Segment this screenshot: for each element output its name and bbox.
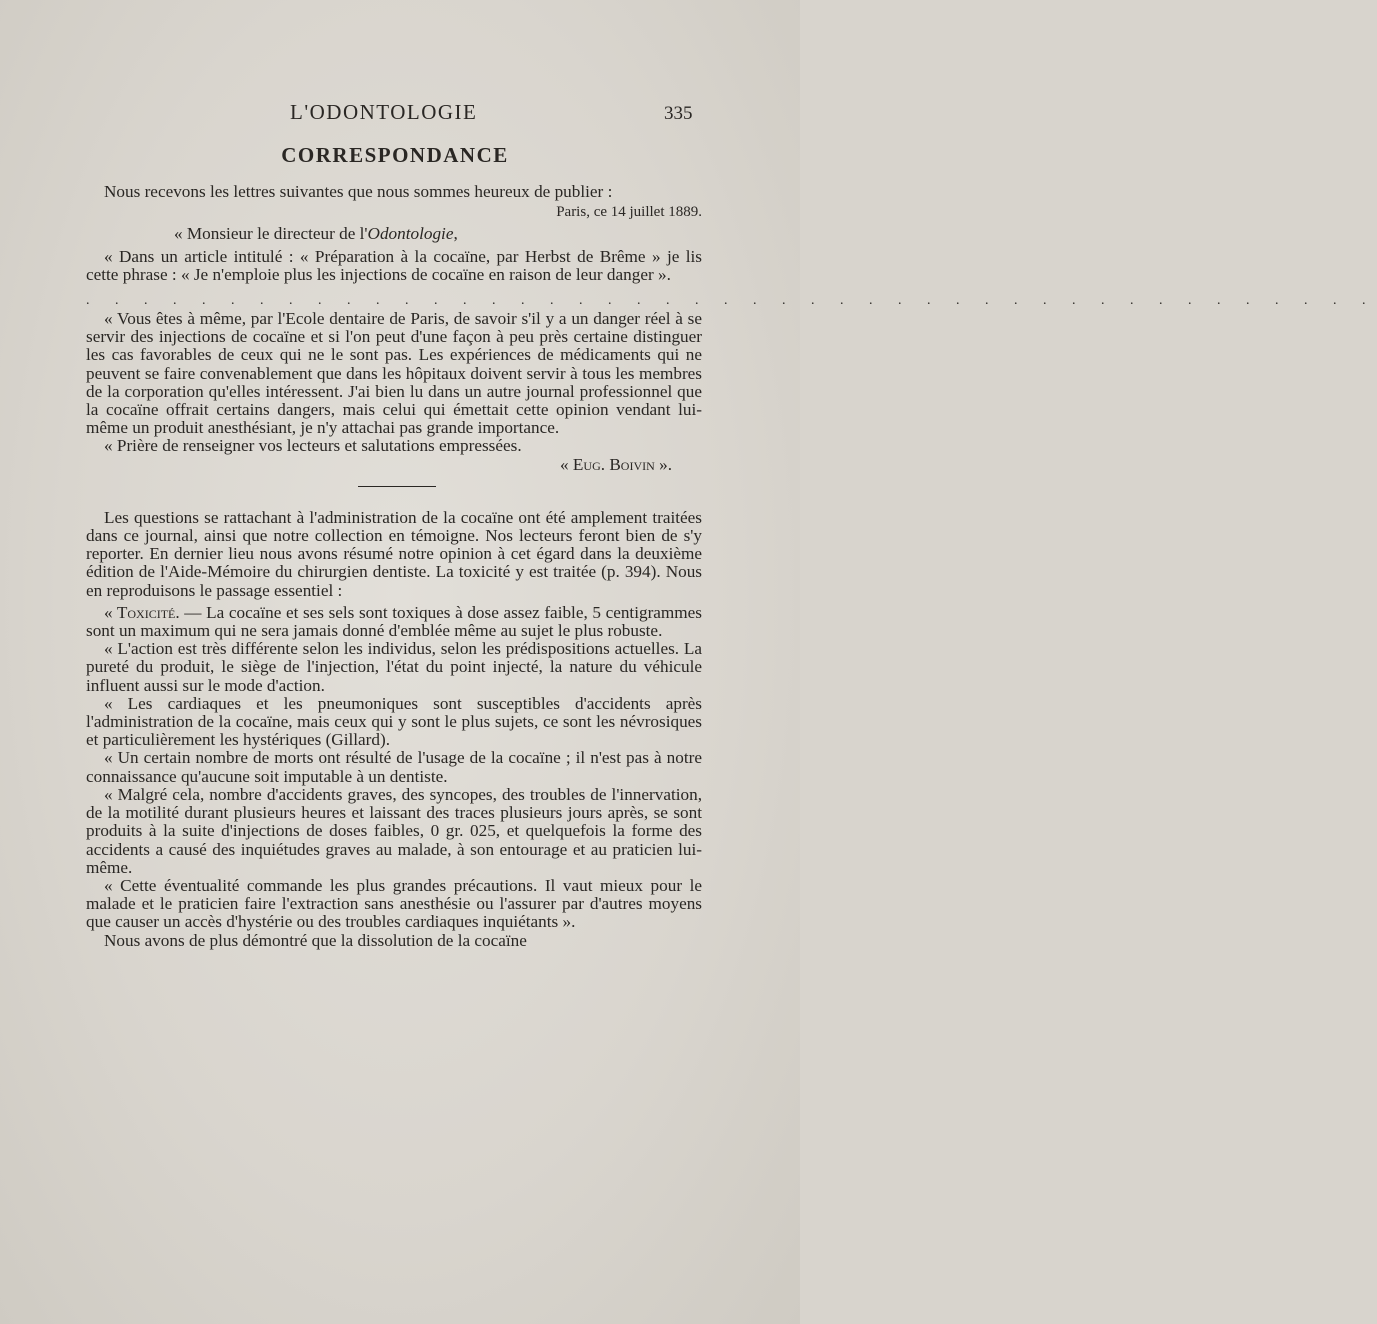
last-paragraph: Nous avons de plus démontré que la dissolution de la cocaïne (104, 930, 527, 950)
action-paragraph: « L'action est très différente selon les individus, selon les prédispositions actuelles. La pureté du produit, le siège de l'injection, l'état du point injecté, la nature du véhicule influent aussi sur le mode d'action. (86, 639, 702, 695)
toxicite-text: — La cocaïne et ses sels sont toxiques à dose assez faible, 5 centigrammes sont un maximum qui ne sera jamais donné d'emblée même au sujet le plus robuste. (86, 602, 702, 641)
letter-signature: « Eug. Boivin ». (560, 454, 672, 474)
letter-paragraph-1: « Dans un article intitulé : « Préparation à la cocaïne, par Herbst de Brême » je lis cette phrase : « Je n'emploie plus les injections de cocaïne en raison de leur danger ». (86, 246, 702, 284)
salutation-journal: Odontologie (367, 224, 454, 244)
eventualite-paragraph: « Cette éventualité commande les plus grandes précautions. Il vaut mieux pour le malade et le praticien faire l'extraction sans anesthésie ou l'assurer par d'autres moyens que causer un accès d'hystérie ou des troubles cardiaques inquiétants ». (86, 875, 702, 932)
page-number: 335 (664, 103, 693, 124)
response-paragraph-1: Les questions se rattachant à l'administration de la cocaïne ont été amplement traitées dans ce journal, ainsi que notre collection en témoigne. Nos lecteurs feront bien de s'y reporter. En dernier lieu nous avons résumé notre opinion à cet égard dans la deuxième édition de l'Aide-Mémoire du chirurgien dentiste. La toxicité y est traitée (p. 394). Nous en reproduisons le passage essentiel : (86, 507, 702, 600)
salutation-prefix: « Monsieur le directeur de l' (174, 224, 368, 244)
letter-closing: « Prière de renseigner vos lecteurs et salutations empressées. (104, 436, 522, 456)
letter-paragraph-2: « Vous êtes à même, par l'Ecole dentaire de Paris, de savoir s'il y a un danger réel à se servir des injections de cocaïne et si l'on peut d'une façon à peu près certaine distinguer les cas favorables de ceux qui ne le sont pas. Les expériences de médicaments qui ne peuvent se faire convenablement que dans les hôpitaux doivent servir à tous les membres de la corporation qu'elles intéressent. J'ai bien lu dans un autre journal professionnel que la cocaïne offrait certains dangers, mais celui qui émettait cette opinion vendant lui-même un produit anesthésiant, je n'y attachai pas grande importance. (86, 309, 702, 438)
letter-dateline: Paris, ce 14 juillet 1889. (556, 204, 702, 221)
ellipsis-line: . . . . . . . . . . . . . . . . . . . . . . . . . . . . . . . . . . . . . . . . . . . . . (86, 293, 1377, 309)
cardiaques-paragraph: « Les cardiaques et les pneumoniques sont susceptibles d'accidents après l'administration de la cocaïne, mais ceux qui y sont le plus sujets, ce sont les névrosiques et particulièrement les hystériques (Gillard). (86, 693, 702, 750)
intro-paragraph: Nous recevons les lettres suivantes que nous sommes heureux de publier : (104, 182, 613, 201)
morts-paragraph: « Un certain nombre de morts ont résulté de l'usage de la cocaïne ; il n'est pas à notre connaissance qu'aucune soit imputable à un dentiste. (86, 748, 702, 786)
running-header (0, 100, 800, 130)
salutation-suffix: , (453, 224, 458, 244)
letter-salutation (86, 225, 702, 243)
malgre-paragraph: « Malgré cela, nombre d'accidents graves, des syncopes, des troubles de l'innervation, de la motilité durant plusieurs heures et laissant des traces plusieurs jours après, se sont produits à la suite d'injections de doses faibles, 0 gr. 025, et quelquefois la forme des accidents a causé des inquiétudes graves au malade, à son entourage et au praticien lui-même. (86, 784, 702, 877)
toxicite-paragraph (86, 604, 702, 640)
body-text (86, 182, 1377, 950)
section-title: CORRESPONDANCE (281, 143, 509, 167)
journal-title: L'ODONTOLOGIE (290, 100, 478, 124)
separator-rule (358, 486, 436, 487)
toxicite-label: « Toxicité. (104, 602, 180, 622)
